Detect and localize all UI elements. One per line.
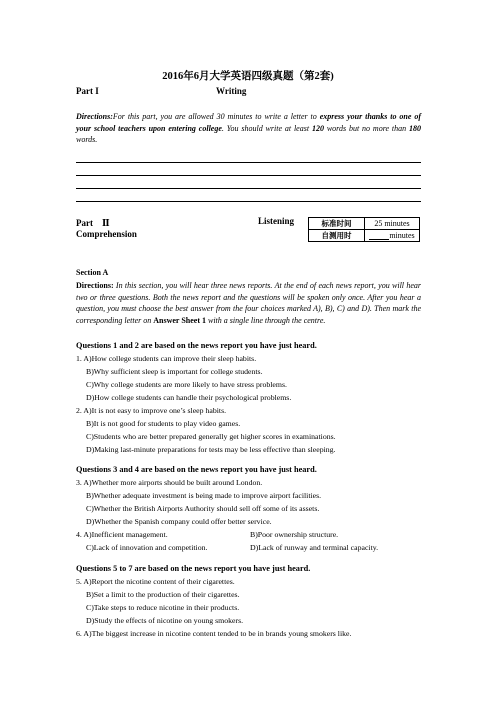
words-max: 180 — [409, 123, 422, 133]
writing-line — [76, 162, 421, 163]
self-time-unit: minutes — [389, 231, 415, 240]
question-group-heading: Questions 1 and 2 are based on the news report you have just heard. — [76, 341, 317, 350]
answer-option: B)Set a limit to the production of their cigarettes. — [86, 590, 240, 599]
self-time-label: 自测用时 — [309, 230, 365, 242]
directions-text: words. — [76, 135, 98, 144]
answer-option: B)Whether adequate investment is being made to improve airport facilities. — [86, 491, 322, 500]
answer-option: B)Why sufficient sleep is important for college students. — [86, 367, 263, 376]
answer-option: C)Students who are better prepared generally get higher scores in examinations. — [86, 432, 336, 441]
answer-option: B)Poor ownership structure. — [250, 530, 339, 539]
answer-option: B)It is not good for students to play video games. — [86, 419, 241, 428]
answer-option: D)Lack of runway and terminal capacity. — [250, 543, 379, 552]
answer-option: C)Take steps to reduce nicotine in their products. — [86, 603, 240, 612]
part1-label: Part I — [76, 86, 99, 96]
answer-option: C)Lack of innovation and competition. — [86, 543, 208, 552]
section-a-directions — [76, 280, 421, 327]
question-line: 2. A)It is not easy to improve one’s sleep habits. — [76, 406, 227, 415]
directions-text: . You should write at least — [221, 123, 312, 133]
answer-option: C)Whether the British Airports Authority should sell off some of its assets. — [86, 504, 320, 513]
answer-option: D)How college students can handle their psychological problems. — [86, 393, 292, 402]
answer-option: C)Why college students are more likely to have stress problems. — [86, 380, 287, 389]
question-group-heading: Questions 5 to 7 are based on the news report you have just heard. — [76, 564, 311, 573]
question-line: 1. A)How college students can improve their sleep habits. — [76, 354, 257, 363]
time-table — [308, 217, 420, 242]
self-time-value — [365, 230, 420, 242]
part2-name: Listening — [258, 216, 295, 226]
writing-line — [76, 188, 421, 189]
directions-text: with a single line through the centre. — [206, 316, 326, 326]
part2-label: Part Ⅱ — [76, 218, 110, 228]
words-min: 120 — [311, 123, 324, 133]
writing-line — [76, 201, 421, 202]
writing-line — [76, 175, 421, 176]
answer-option: D)Making last-minute preparations for tests may be less effective than sleeping. — [86, 445, 336, 454]
part1-directions — [76, 111, 421, 146]
directions-label: Directions: — [76, 281, 114, 290]
answer-option: D)Whether the Spanish company could offer better service. — [86, 517, 272, 526]
question-line: 3. A)Whether more airports should be built around London. — [76, 478, 263, 487]
standard-time-value: 25 minutes — [365, 218, 420, 230]
time-blank — [369, 231, 389, 240]
directions-label: Directions: — [76, 112, 113, 121]
answer-sheet-ref: Answer Sheet 1 — [153, 316, 206, 326]
question-line: 4. A)Inefficient management. — [76, 530, 168, 539]
page-title: 2016年6月大学英语四级真题（第2套) — [162, 71, 334, 82]
question-line: 6. A)The biggest increase in nicotine content tended to be in brands young smokers like. — [76, 629, 352, 638]
question-line: 5. A)Report the nicotine content of their cigarettes. — [76, 577, 235, 586]
question-group-heading: Questions 3 and 4 are based on the news report you have just heard. — [76, 465, 317, 474]
part1-name: Writing — [216, 86, 247, 96]
directions-text: words but no more than — [323, 123, 410, 133]
answer-option: D)Study the effects of nicotine on young smokers. — [86, 616, 244, 625]
section-a-label: Section A — [76, 268, 109, 277]
directions-topic: express your thanks to one of your school teachers upon entering college — [76, 112, 421, 133]
directions-text: For this part, you are allowed 30 minutes to write a letter to — [112, 112, 320, 121]
standard-time-label: 标准时间 — [309, 218, 365, 230]
directions-text: In this section, you will hear three news reports. At the end of each news report, you will hear two or three questions. Both the news report and the questions will be spoken only once. After you hear a question, you must choose the best answer from the four choices marked A), B), C) and D). Then mark the corresponding letter on — [76, 281, 421, 326]
part2-name-cont: Comprehension — [76, 229, 137, 239]
